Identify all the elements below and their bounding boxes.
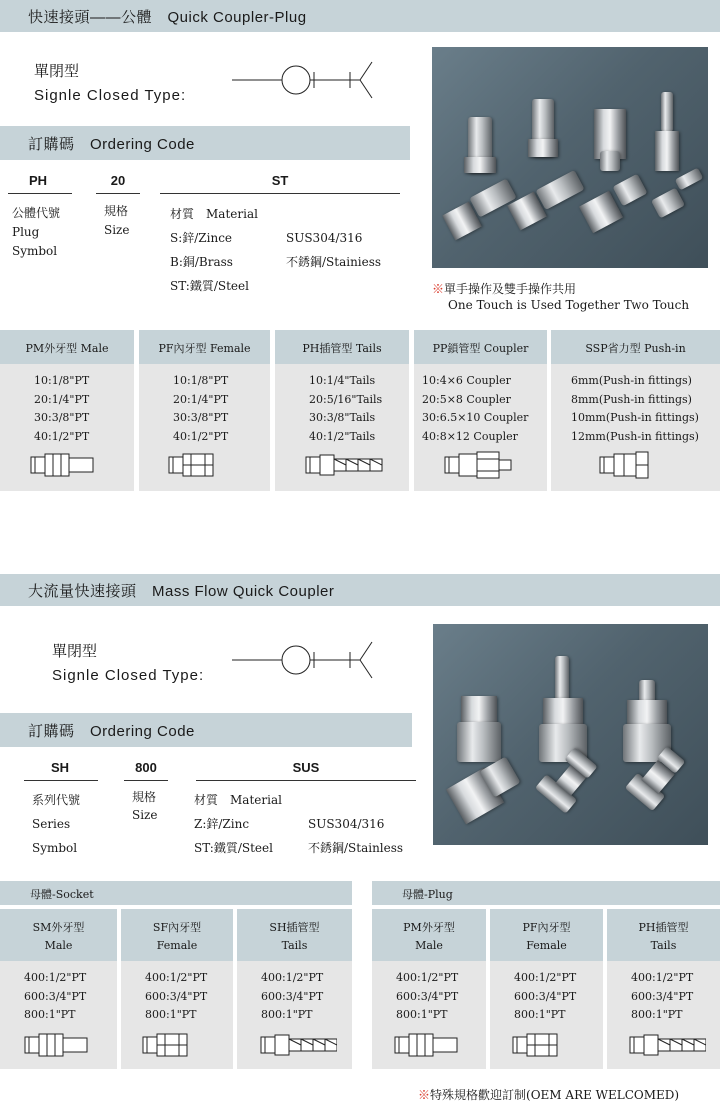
section2-type-zh: 單閉型 <box>52 643 98 660</box>
code-desc-line: Size <box>104 223 130 238</box>
code-desc-line: Symbol <box>12 244 58 259</box>
spec-line: 30:3/8"PT <box>34 411 90 424</box>
panel-heading-zh: PH插管型 <box>638 921 689 934</box>
code-desc-line: Size <box>132 808 158 822</box>
code-material: SUS <box>292 760 320 775</box>
code-desc-line: 系列代號 <box>32 793 81 807</box>
spec-line: 6mm(Push-in fittings) <box>571 374 692 387</box>
section2-ordering-bar <box>0 713 412 747</box>
panel-diagram <box>441 450 525 484</box>
panel-spec-list <box>372 969 486 1025</box>
section1-ordering-title: 訂購碼 Ordering Code <box>28 136 195 153</box>
note-text: 單手操作及雙手操作共用 <box>444 282 577 296</box>
panel-diagram <box>21 1029 101 1065</box>
panel-heading <box>607 909 720 961</box>
panel-heading-en: Male <box>415 939 443 952</box>
code-underline <box>8 193 72 194</box>
panel-spec-list <box>551 372 720 446</box>
spec-line: 10:4×6 Coupler <box>422 374 511 387</box>
single-closed-valve-symbol-icon <box>232 58 382 102</box>
spec-line: 20:1/4"PT <box>173 392 229 406</box>
code-desc-line: 規格 <box>104 204 129 218</box>
spec-line: 40:1/2"PT <box>34 429 90 443</box>
spec-line: 10:1/8"PT <box>173 374 229 387</box>
panel-diagram <box>165 450 249 484</box>
spec-line: 800:1"PT <box>514 1008 566 1021</box>
material-row: B:銅/Brass 不銹鋼/Stainiess <box>170 255 382 269</box>
panel-heading-zh: SH插管型 <box>269 921 320 934</box>
female-icon <box>509 1029 589 1061</box>
plug-type-panel <box>139 330 270 491</box>
panel-heading: PP鎖管型 Coupler <box>414 330 547 364</box>
footer-mark: ※ <box>418 1088 431 1102</box>
panel-heading-en: Tails <box>281 939 308 952</box>
coupler-type-panel <box>372 909 486 1069</box>
spec-line: 40:1/2"Tails <box>309 429 376 443</box>
code-desc-line: Plug <box>12 225 40 240</box>
spec-line: 800:1"PT <box>396 1008 448 1021</box>
tail-icon <box>626 1029 706 1061</box>
code-underline <box>196 780 416 781</box>
code-series: SH <box>50 760 70 775</box>
spec-line: 400:1/2"PT <box>514 971 577 984</box>
spec-line: 20:1/4"PT <box>34 392 90 406</box>
spec-line: 10:1/4"Tails <box>309 374 376 387</box>
section1-title: 快速接頭——公體 Quick Coupler-Plug <box>28 9 307 26</box>
spec-line: 600:3/4"PT <box>24 989 87 1003</box>
panel-heading <box>372 909 486 961</box>
plug-type-panel <box>551 330 720 491</box>
panel-diagram <box>509 1029 589 1065</box>
panel-heading <box>237 909 352 961</box>
spec-line: 20:5/16"Tails <box>309 392 383 406</box>
spec-line: 600:3/4"PT <box>261 989 324 1003</box>
panel-spec-list <box>0 372 134 446</box>
spec-line: 400:1/2"PT <box>631 971 694 984</box>
code-underline <box>96 193 140 194</box>
coupler-type-panel <box>121 909 233 1069</box>
tail-icon <box>257 1029 337 1061</box>
note-mark: ※ <box>432 282 445 296</box>
code-desc-line: Symbol <box>32 841 78 855</box>
panel-heading-en: Female <box>156 939 198 952</box>
coupler-products-photo <box>433 624 708 845</box>
code-desc-line: 公體代號 <box>12 206 61 220</box>
material-row: Z:鋅/Zinc SUS304/316 <box>194 817 385 831</box>
male-icon <box>391 1029 471 1061</box>
socket-group-bar: 母體-Socket <box>0 881 352 905</box>
panel-heading-en: Tails <box>650 939 677 952</box>
footer-note <box>418 1086 679 1103</box>
spec-line: 800:1"PT <box>24 1008 76 1021</box>
code-underline <box>24 780 98 781</box>
plug-group-bar: 母體-Plug <box>372 881 720 905</box>
coupler-type-panel <box>490 909 603 1069</box>
material-row: S:鋅/Zince SUS304/316 <box>170 231 363 245</box>
panel-heading <box>121 909 233 961</box>
material-title: 材質 Material <box>170 207 258 221</box>
panel-diagram <box>596 450 680 484</box>
plug-type-panel <box>275 330 409 491</box>
spec-line: 40:8×12 Coupler <box>422 429 518 443</box>
panel-heading: PM外牙型 Male <box>0 330 134 364</box>
panel-heading: PF內牙型 Female <box>139 330 270 364</box>
push-in-plug-icon <box>596 450 680 480</box>
section1-ordering-bar <box>0 126 410 160</box>
spec-line: 30:3/8"PT <box>173 411 229 424</box>
code-size: 800 <box>135 760 157 775</box>
panel-heading-zh: PF內牙型 <box>522 921 571 934</box>
panel-spec-list <box>414 372 547 446</box>
panel-spec-list <box>275 372 409 446</box>
spec-line: 10:1/8"PT <box>34 374 90 387</box>
spec-line: 8mm(Push-in fittings) <box>571 392 692 406</box>
spec-line: 800:1"PT <box>145 1008 197 1021</box>
panel-spec-list <box>0 969 117 1025</box>
section2-type-en: Signle Closed Type: <box>52 667 205 684</box>
spec-line: 800:1"PT <box>261 1008 313 1021</box>
code-size-desc <box>104 202 129 240</box>
plug-type-panel <box>414 330 547 491</box>
panel-diagram <box>626 1029 706 1065</box>
female-thread-plug-icon <box>165 450 249 480</box>
male-icon <box>21 1029 101 1061</box>
panel-diagram <box>139 1029 219 1065</box>
panel-heading-zh: SF內牙型 <box>152 921 202 934</box>
spec-line: 30:3/8"Tails <box>309 411 376 424</box>
plug-type-panel <box>0 330 134 491</box>
spec-line: 400:1/2"PT <box>396 971 459 984</box>
code-material-desc <box>170 202 382 298</box>
panel-diagram <box>391 1029 471 1065</box>
section1-type-en: Signle Closed Type: <box>34 87 187 104</box>
spec-line: 400:1/2"PT <box>24 971 87 984</box>
code-symbol-desc <box>12 204 60 262</box>
section2-ordering-title: 訂購碼 Ordering Code <box>28 723 195 740</box>
coupler-type-panel <box>0 909 117 1069</box>
spec-line: 800:1"PT <box>631 1008 683 1021</box>
section2-title: 大流量快速接頭 Mass Flow Quick Coupler <box>28 583 335 600</box>
section1-note-zh <box>432 280 576 297</box>
code-symbol: PH <box>28 173 48 188</box>
material-row: ST:鐵質/Steel <box>170 279 249 293</box>
code-desc-line: 規格 <box>132 790 157 804</box>
code-size-desc <box>132 788 157 824</box>
section1-note-en: One Touch is Used Together Two Touch <box>448 298 690 312</box>
code-series-desc <box>32 788 80 860</box>
section1-title-bar <box>0 0 720 32</box>
panel-heading-en: Male <box>44 939 73 952</box>
panel-heading: PH插管型 Tails <box>275 330 409 364</box>
coupler-type-panel <box>607 909 720 1069</box>
coupler-type-panel <box>237 909 352 1069</box>
female-icon <box>139 1029 219 1061</box>
spec-line: 20:5×8 Coupler <box>422 392 511 406</box>
spec-line: 400:1/2"PT <box>145 971 208 984</box>
material-row: ST:鐵質/Steel 不銹鋼/Stainless <box>194 841 404 855</box>
panel-heading-en: Female <box>526 939 567 952</box>
panel-spec-list <box>490 969 603 1025</box>
code-underline <box>160 193 400 194</box>
spec-line: 400:1/2"PT <box>261 971 324 984</box>
panel-spec-list <box>237 969 352 1025</box>
panel-heading <box>0 909 117 961</box>
nut-coupler-plug-icon <box>441 450 525 480</box>
spec-line: 600:3/4"PT <box>631 989 694 1003</box>
single-closed-valve-symbol-icon <box>232 638 382 682</box>
spec-line: 30:6.5×10 Coupler <box>422 411 529 424</box>
code-desc-line: Series <box>32 817 71 831</box>
spec-line: 12mm(Push-in fittings) <box>571 429 699 443</box>
spec-line: 40:1/2"PT <box>173 429 229 443</box>
panel-spec-list <box>121 969 233 1025</box>
panel-spec-list <box>607 969 720 1025</box>
section2-title-bar <box>0 574 720 606</box>
spec-line: 600:3/4"PT <box>514 989 577 1003</box>
panel-heading: SSP省力型 Push-in <box>551 330 720 364</box>
panel-heading-zh: SM外牙型 <box>32 921 85 934</box>
panel-diagram <box>302 450 386 484</box>
code-size: 20 <box>110 173 126 188</box>
panel-diagram <box>257 1029 337 1065</box>
code-underline <box>124 780 168 781</box>
spec-line: 600:3/4"PT <box>145 989 208 1003</box>
footer-text: 特殊規格歡迎訂制(OEM ARE WELCOMED) <box>430 1088 680 1102</box>
spec-line: 10mm(Push-in fittings) <box>571 411 699 424</box>
code-material-desc <box>194 788 404 860</box>
panel-heading <box>490 909 603 961</box>
code-material: ST <box>271 173 289 188</box>
section1-type-zh: 單閉型 <box>34 63 80 80</box>
plug-products-photo <box>432 47 708 268</box>
panel-spec-list <box>139 372 270 446</box>
male-thread-plug-icon <box>27 450 111 480</box>
panel-heading-zh: PM外牙型 <box>403 921 455 934</box>
spec-line: 600:3/4"PT <box>396 989 459 1003</box>
hose-tail-plug-icon <box>302 450 386 480</box>
material-title: 材質 Material <box>194 793 282 807</box>
panel-diagram <box>27 450 111 484</box>
